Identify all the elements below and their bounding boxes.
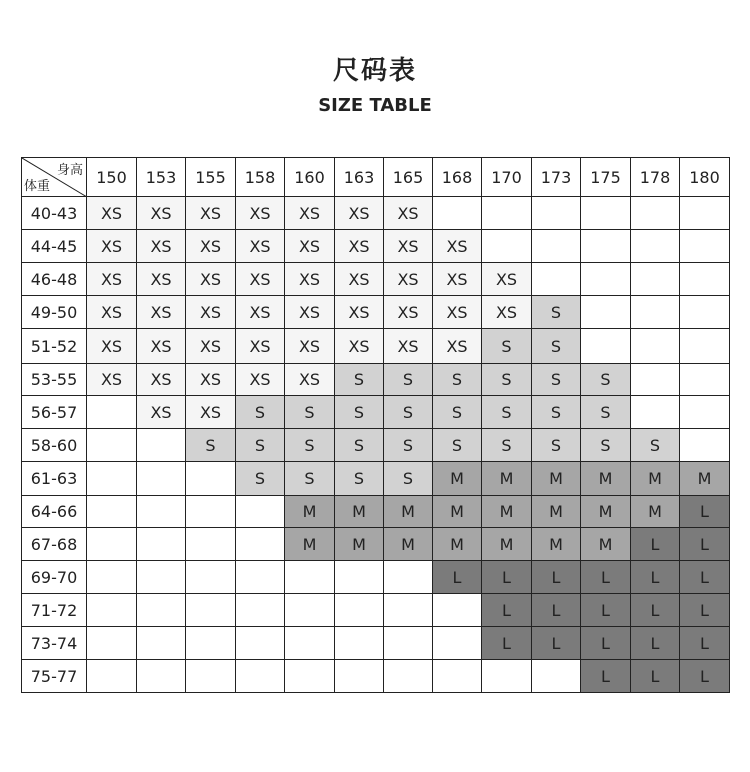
size-cell bbox=[137, 660, 186, 693]
table-row bbox=[22, 364, 730, 396]
size-cell bbox=[285, 561, 335, 594]
size-cell bbox=[680, 364, 730, 396]
size-cell: S bbox=[532, 329, 581, 364]
size-cell bbox=[631, 197, 680, 230]
size-cell: S bbox=[532, 429, 581, 462]
height-header-153: 153 bbox=[137, 158, 186, 197]
weight-label: 49-50 bbox=[22, 296, 87, 329]
size-cell bbox=[581, 296, 631, 329]
size-cell: XS bbox=[87, 263, 137, 296]
size-cell: XS bbox=[433, 296, 482, 329]
size-cell bbox=[631, 296, 680, 329]
height-header-170: 170 bbox=[482, 158, 532, 197]
size-cell bbox=[236, 496, 285, 528]
size-cell bbox=[87, 627, 137, 660]
size-cell: S bbox=[581, 429, 631, 462]
size-cell: M bbox=[532, 528, 581, 561]
size-cell bbox=[87, 561, 137, 594]
size-cell bbox=[680, 296, 730, 329]
height-header-175: 175 bbox=[581, 158, 631, 197]
size-cell bbox=[482, 230, 532, 263]
size-cell: S bbox=[532, 296, 581, 329]
size-cell: L bbox=[680, 528, 730, 561]
size-cell bbox=[680, 263, 730, 296]
weight-label: 67-68 bbox=[22, 528, 87, 561]
size-cell: S bbox=[482, 429, 532, 462]
size-cell bbox=[87, 594, 137, 627]
size-cell bbox=[335, 660, 384, 693]
size-cell bbox=[384, 561, 433, 594]
size-cell: M bbox=[482, 528, 532, 561]
weight-axis-label: 体重 bbox=[24, 179, 51, 194]
size-cell: S bbox=[433, 396, 482, 429]
size-cell bbox=[186, 561, 236, 594]
size-cell bbox=[581, 263, 631, 296]
size-cell bbox=[581, 230, 631, 263]
size-cell: L bbox=[631, 528, 680, 561]
size-cell bbox=[482, 197, 532, 230]
table-row bbox=[22, 462, 730, 496]
table-row bbox=[22, 263, 730, 296]
size-cell: XS bbox=[384, 329, 433, 364]
size-cell bbox=[680, 230, 730, 263]
size-cell bbox=[680, 396, 730, 429]
size-cell: XS bbox=[186, 364, 236, 396]
size-cell bbox=[186, 627, 236, 660]
size-cell: XS bbox=[137, 364, 186, 396]
size-cell: XS bbox=[87, 296, 137, 329]
table-row bbox=[22, 296, 730, 329]
size-cell: L bbox=[581, 627, 631, 660]
size-cell: L bbox=[680, 561, 730, 594]
size-cell: M bbox=[384, 528, 433, 561]
size-cell: S bbox=[482, 396, 532, 429]
table-row bbox=[22, 528, 730, 561]
size-cell: XS bbox=[186, 329, 236, 364]
size-cell: S bbox=[384, 364, 433, 396]
size-cell: M bbox=[532, 496, 581, 528]
table-row bbox=[22, 594, 730, 627]
size-cell: XS bbox=[87, 364, 137, 396]
table-row bbox=[22, 627, 730, 660]
size-cell: XS bbox=[236, 197, 285, 230]
size-cell bbox=[384, 660, 433, 693]
size-cell: XS bbox=[137, 296, 186, 329]
size-cell: L bbox=[482, 627, 532, 660]
size-cell bbox=[433, 197, 482, 230]
size-cell: L bbox=[482, 561, 532, 594]
size-cell bbox=[532, 197, 581, 230]
size-cell: M bbox=[285, 528, 335, 561]
size-cell: S bbox=[335, 396, 384, 429]
size-cell: XS bbox=[285, 329, 335, 364]
size-cell: XS bbox=[335, 197, 384, 230]
weight-label: 73-74 bbox=[22, 627, 87, 660]
size-cell bbox=[680, 429, 730, 462]
size-cell: S bbox=[581, 396, 631, 429]
size-cell bbox=[433, 660, 482, 693]
size-cell: XS bbox=[236, 263, 285, 296]
size-cell bbox=[137, 561, 186, 594]
size-cell bbox=[236, 561, 285, 594]
size-cell bbox=[285, 627, 335, 660]
size-cell bbox=[631, 396, 680, 429]
size-cell bbox=[236, 660, 285, 693]
size-cell bbox=[532, 230, 581, 263]
size-cell: S bbox=[236, 429, 285, 462]
size-cell: XS bbox=[335, 230, 384, 263]
size-table bbox=[21, 157, 730, 693]
size-cell bbox=[236, 528, 285, 561]
size-cell: M bbox=[581, 462, 631, 496]
size-cell: XS bbox=[137, 197, 186, 230]
size-cell: L bbox=[532, 561, 581, 594]
size-cell: XS bbox=[285, 296, 335, 329]
size-cell bbox=[532, 660, 581, 693]
size-cell: XS bbox=[87, 230, 137, 263]
size-cell bbox=[186, 660, 236, 693]
size-cell: XS bbox=[186, 197, 236, 230]
size-cell bbox=[631, 230, 680, 263]
size-cell: L bbox=[631, 594, 680, 627]
size-cell: M bbox=[532, 462, 581, 496]
header-row bbox=[22, 158, 730, 197]
size-cell bbox=[335, 594, 384, 627]
size-cell: S bbox=[186, 429, 236, 462]
weight-label: 56-57 bbox=[22, 396, 87, 429]
size-cell bbox=[285, 660, 335, 693]
height-header-158: 158 bbox=[236, 158, 285, 197]
size-cell: S bbox=[482, 329, 532, 364]
size-cell: XS bbox=[335, 296, 384, 329]
size-cell bbox=[532, 263, 581, 296]
size-cell bbox=[680, 197, 730, 230]
size-cell: XS bbox=[433, 230, 482, 263]
size-cell bbox=[384, 594, 433, 627]
size-cell: L bbox=[581, 660, 631, 693]
size-cell: M bbox=[581, 496, 631, 528]
size-cell: S bbox=[236, 396, 285, 429]
size-cell bbox=[87, 429, 137, 462]
table-row bbox=[22, 496, 730, 528]
size-cell: XS bbox=[285, 364, 335, 396]
size-cell bbox=[680, 329, 730, 364]
size-cell: L bbox=[680, 627, 730, 660]
size-cell: M bbox=[335, 528, 384, 561]
height-header-165: 165 bbox=[384, 158, 433, 197]
size-cell: XS bbox=[236, 296, 285, 329]
size-cell bbox=[137, 528, 186, 561]
size-cell bbox=[186, 528, 236, 561]
size-cell: XS bbox=[335, 263, 384, 296]
size-cell: L bbox=[532, 627, 581, 660]
size-cell: XS bbox=[433, 263, 482, 296]
size-cell: L bbox=[680, 594, 730, 627]
size-cell: S bbox=[384, 462, 433, 496]
size-cell: S bbox=[236, 462, 285, 496]
size-cell: L bbox=[581, 561, 631, 594]
size-cell: S bbox=[335, 429, 384, 462]
table-row bbox=[22, 230, 730, 263]
size-cell bbox=[335, 561, 384, 594]
size-cell bbox=[581, 329, 631, 364]
size-cell: L bbox=[581, 594, 631, 627]
weight-label: 64-66 bbox=[22, 496, 87, 528]
size-cell: XS bbox=[236, 364, 285, 396]
size-cell bbox=[87, 528, 137, 561]
size-cell: XS bbox=[285, 263, 335, 296]
size-cell: XS bbox=[186, 263, 236, 296]
table-row bbox=[22, 197, 730, 230]
size-cell: S bbox=[285, 462, 335, 496]
size-cell: XS bbox=[335, 329, 384, 364]
size-cell bbox=[137, 627, 186, 660]
size-cell bbox=[87, 396, 137, 429]
size-cell: XS bbox=[285, 230, 335, 263]
size-cell bbox=[285, 594, 335, 627]
size-cell: XS bbox=[137, 329, 186, 364]
table-body bbox=[22, 197, 730, 693]
size-cell: XS bbox=[87, 197, 137, 230]
weight-label: 46-48 bbox=[22, 263, 87, 296]
size-cell: M bbox=[631, 462, 680, 496]
weight-label: 44-45 bbox=[22, 230, 87, 263]
table-row bbox=[22, 396, 730, 429]
size-cell bbox=[137, 496, 186, 528]
page-subtitle: SIZE TABLE bbox=[318, 95, 432, 116]
size-cell bbox=[137, 429, 186, 462]
size-cell: M bbox=[631, 496, 680, 528]
size-cell: M bbox=[433, 496, 482, 528]
height-header-178: 178 bbox=[631, 158, 680, 197]
size-cell: XS bbox=[236, 230, 285, 263]
size-cell: XS bbox=[87, 329, 137, 364]
size-cell: XS bbox=[186, 396, 236, 429]
height-header-150: 150 bbox=[87, 158, 137, 197]
height-axis-label: 身高 bbox=[56, 163, 83, 178]
size-cell bbox=[335, 627, 384, 660]
size-cell bbox=[433, 594, 482, 627]
size-cell bbox=[236, 627, 285, 660]
size-cell: M bbox=[581, 528, 631, 561]
size-cell bbox=[631, 364, 680, 396]
size-cell bbox=[87, 496, 137, 528]
size-cell: XS bbox=[137, 396, 186, 429]
size-cell: S bbox=[285, 396, 335, 429]
size-cell: M bbox=[482, 462, 532, 496]
size-cell bbox=[186, 496, 236, 528]
size-cell: XS bbox=[186, 230, 236, 263]
size-cell: S bbox=[433, 429, 482, 462]
size-cell: L bbox=[631, 627, 680, 660]
size-cell: XS bbox=[137, 230, 186, 263]
table-row bbox=[22, 660, 730, 693]
size-cell: M bbox=[335, 496, 384, 528]
size-cell bbox=[137, 594, 186, 627]
height-header-160: 160 bbox=[285, 158, 335, 197]
corner-cell bbox=[22, 158, 87, 197]
size-cell: XS bbox=[236, 329, 285, 364]
size-cell: S bbox=[384, 396, 433, 429]
weight-label: 51-52 bbox=[22, 329, 87, 364]
size-cell bbox=[631, 329, 680, 364]
size-cell: L bbox=[631, 561, 680, 594]
size-cell bbox=[631, 263, 680, 296]
size-cell: S bbox=[581, 364, 631, 396]
size-cell: XS bbox=[137, 263, 186, 296]
size-cell bbox=[384, 627, 433, 660]
size-cell: S bbox=[433, 364, 482, 396]
size-cell: L bbox=[482, 594, 532, 627]
size-cell: XS bbox=[384, 263, 433, 296]
size-cell bbox=[87, 462, 137, 496]
height-header-155: 155 bbox=[186, 158, 236, 197]
size-cell: M bbox=[433, 462, 482, 496]
size-cell bbox=[482, 660, 532, 693]
size-cell: XS bbox=[285, 197, 335, 230]
table-row bbox=[22, 561, 730, 594]
height-header-180: 180 bbox=[680, 158, 730, 197]
size-cell: S bbox=[532, 396, 581, 429]
size-cell: S bbox=[335, 364, 384, 396]
height-header-173: 173 bbox=[532, 158, 581, 197]
size-cell: S bbox=[532, 364, 581, 396]
size-cell: M bbox=[680, 462, 730, 496]
size-cell: XS bbox=[384, 230, 433, 263]
weight-label: 75-77 bbox=[22, 660, 87, 693]
size-cell: L bbox=[433, 561, 482, 594]
size-cell: M bbox=[482, 496, 532, 528]
size-cell bbox=[186, 594, 236, 627]
height-header-163: 163 bbox=[335, 158, 384, 197]
size-cell bbox=[87, 660, 137, 693]
size-cell: S bbox=[482, 364, 532, 396]
weight-label: 58-60 bbox=[22, 429, 87, 462]
size-cell bbox=[433, 627, 482, 660]
size-cell: S bbox=[631, 429, 680, 462]
size-cell: L bbox=[680, 660, 730, 693]
weight-label: 53-55 bbox=[22, 364, 87, 396]
table-row bbox=[22, 329, 730, 364]
size-cell: XS bbox=[384, 296, 433, 329]
size-cell: XS bbox=[186, 296, 236, 329]
table-row bbox=[22, 429, 730, 462]
size-cell: XS bbox=[384, 197, 433, 230]
size-cell bbox=[137, 462, 186, 496]
size-cell bbox=[581, 197, 631, 230]
weight-label: 69-70 bbox=[22, 561, 87, 594]
size-cell: XS bbox=[482, 263, 532, 296]
size-cell: M bbox=[433, 528, 482, 561]
height-header-168: 168 bbox=[433, 158, 482, 197]
page-title: 尺码表 bbox=[332, 56, 417, 86]
size-cell: XS bbox=[433, 329, 482, 364]
size-cell: XS bbox=[482, 296, 532, 329]
size-cell: M bbox=[285, 496, 335, 528]
size-cell: S bbox=[384, 429, 433, 462]
size-cell: M bbox=[384, 496, 433, 528]
size-cell bbox=[186, 462, 236, 496]
size-cell bbox=[236, 594, 285, 627]
size-cell: L bbox=[680, 496, 730, 528]
size-cell: L bbox=[532, 594, 581, 627]
size-cell: S bbox=[285, 429, 335, 462]
size-cell: S bbox=[335, 462, 384, 496]
size-cell: L bbox=[631, 660, 680, 693]
weight-label: 40-43 bbox=[22, 197, 87, 230]
weight-label: 71-72 bbox=[22, 594, 87, 627]
weight-label: 61-63 bbox=[22, 462, 87, 496]
